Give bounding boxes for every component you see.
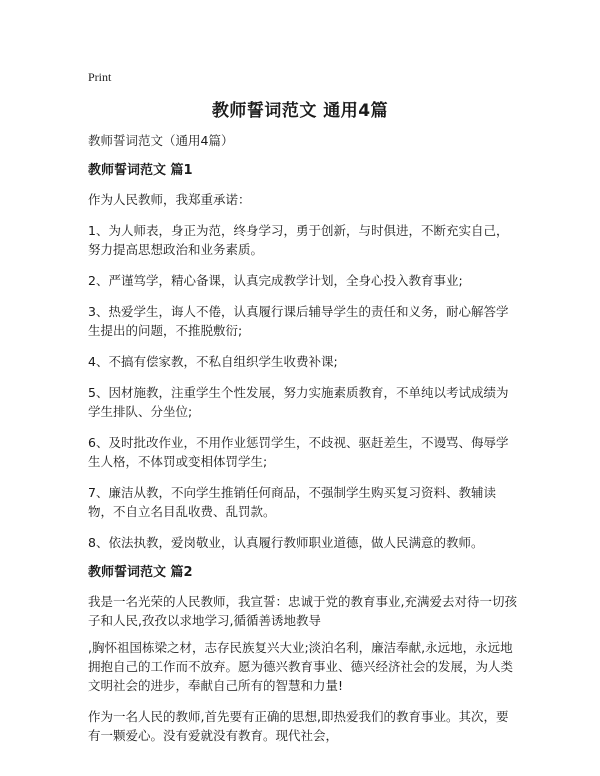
paragraph: 1、为人师表，身正为范，终身学习，勇于创新，与时俱进，不断充实自己，努力提高思想政治和业务素质。 [88,223,509,257]
paragraph: 4、不搞有偿家教，不私自组织学生收费补课; [88,354,338,369]
paragraph: 5、因材施教，注重学生个性发展，努力实施素质教育，不单纯以考试成绩为学生排队、分坐位; [88,385,509,419]
document-title: 教师誓词范文 通用4篇 [211,101,389,121]
paragraph: 2、严谨笃学，精心备课，认真完成教学计划，全身心投入教育事业; [88,273,463,288]
paragraph: 作为人民教师，我郑重承诺： [88,192,251,207]
paragraph: 我是一名光荣的人民教师，我宣誓：忠诚于党的教育事业,充满爱去对待一切孩子和人民,孜孜以求地学习,循循善诱地教导 [88,594,517,628]
paragraph: 6、及时批改作业，不用作业惩罚学生，不歧视、驱赶差生，不谩骂、侮辱学生人格，不体罚或变相体罚学生; [88,435,509,469]
document-body [88,132,520,757]
paragraph: ,胸怀祖国栋梁之材，志存民族复兴大业;淡泊名利，廉洁奉献,永远地，永远地拥抱自己的工作而不放弃。愿为德兴教育事业、德兴经济社会的发展，为人类文明社会的进步，奉献自己所有的智慧和力量! [88,640,514,693]
document-subtitle: 教师誓词范文（通用4篇） [88,133,234,148]
section-heading-1: 教师誓词范文 篇1 [88,163,193,178]
print-label: Print [88,70,112,84]
paragraph: 7、廉洁从教，不向学生推销任何商品，不强制学生购买复习资料、教辅读物，不自立名目乱收费、乱罚款。 [88,485,496,519]
paragraph: 3、热爱学生，诲人不倦，认真履行课后辅导学生的责任和义务，耐心解答学生提出的问题，不推脱敷衍; [88,304,509,338]
paragraph: 8、依法执教，爱岗敬业，认真履行教师职业道德，做人民满意的教师。 [88,535,484,550]
section-heading-2: 教师誓词范文 篇2 [88,565,193,580]
paragraph: 作为一名人民的教师,首先要有正确的思想,即热爱我们的教育事业。其次，要有一颗爱心。没有爱就没有教育。现代社会， [88,709,509,743]
